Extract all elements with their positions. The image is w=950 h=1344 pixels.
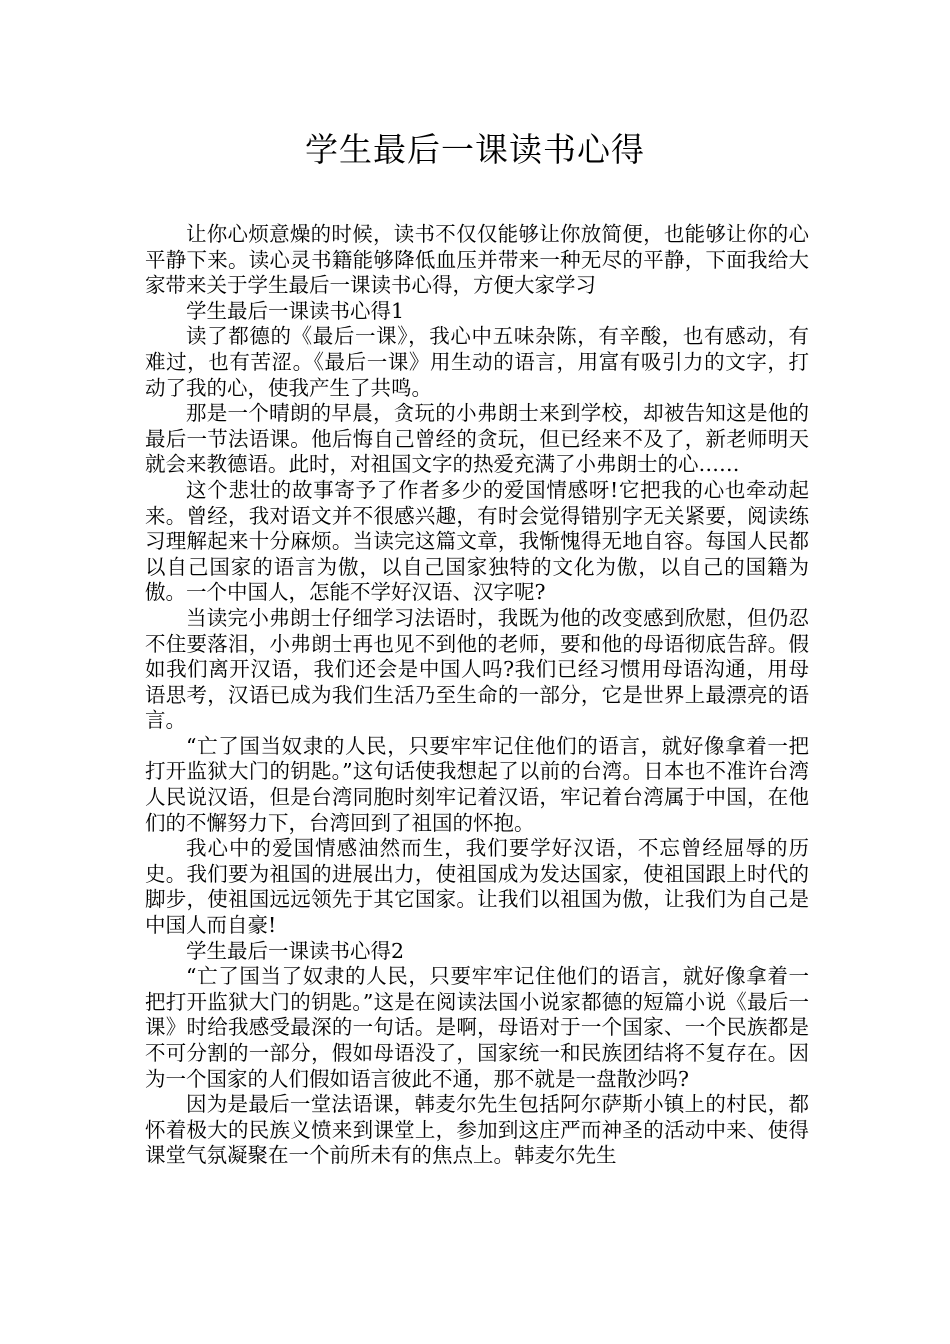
body-paragraph: 那是一个晴朗的早晨，贪玩的小弗朗士来到学校，却被告知这是他的最后一节法语课。他后悔自己曾经的贪玩，但已经来不及了，新老师明天就会来教德语。此时，对祖国文字的热爱充满了小弗朗士的心……: [145, 401, 809, 477]
body-paragraph: 我心中的爱国情感油然而生，我们要学好汉语，不忘曾经屈辱的历史。我们要为祖国的进展出力，使祖国成为发达国家，使祖国跟上时代的脚步，使祖国远远领先于其它国家。让我们以祖国为傲，让我们为自己是中国人而自豪!: [145, 836, 809, 938]
body-paragraph: 当读完小弗朗士仔细学习法语时，我既为他的改变感到欣慰，但仍忍不住要落泪，小弗朗士再也见不到他的老师，要和他的母语彻底告辞。假如我们离开汉语，我们还会是中国人吗?我们已经习惯用母语沟通，用母语思考，汉语已成为我们生活乃至生命的一部分，它是世界上最漂亮的语言。: [145, 605, 809, 733]
body-paragraph: “亡了国当了奴隶的人民，只要牢牢记住他们的语言，就好像拿着一把打开监狱大门的钥匙。”这是在阅读法国小说家都德的短篇小说《最后一课》时给我感受最深的一句话。是啊，母语对于一个国家、一个民族都是不可分割的一部分，假如母语没了，国家统一和民族团结将不复存在。因为一个国家的人们假如语言彼此不通，那不就是一盘散沙吗?: [145, 964, 809, 1091]
intro-paragraph: 让你心烦意燥的时候，读书不仅仅能够让你放简便，也能够让你的心平静下来。读心灵书籍能够降低血压并带来一种无尽的平静，下面我给大家带来关于学生最后一课读书心得，方便大家学习: [145, 222, 809, 298]
body-paragraph: 因为是最后一堂法语课，韩麦尔先生包括阿尔萨斯小镇上的村民，都怀着极大的民族义愤来到课堂上，参加到这庄严而神圣的活动中来、使得课堂气氛凝聚在一个前所未有的焦点上。韩麦尔先生: [145, 1092, 809, 1168]
body-paragraph: “亡了国当奴隶的人民，只要牢牢记住他们的语言，就好像拿着一把打开监狱大门的钥匙。”这句话使我想起了以前的台湾。日本也不准许台湾人民说汉语，但是台湾同胞时刻牢记着汉语，牢记着台湾属于中国，在他们的不懈努力下，台湾回到了祖国的怀抱。: [145, 733, 809, 835]
section-heading-1: 学生最后一课读书心得1: [186, 298, 405, 323]
section-heading-2: 学生最后一课读书心得2: [186, 938, 405, 963]
document-body: [145, 222, 809, 1169]
body-paragraph: 这个悲壮的故事寄予了作者多少的爱国情感呀!它把我的心也牵动起来。曾经，我对语文并不很感兴趣，有时会觉得错别字无关紧要，阅读练习理解起来十分麻烦。当读完这篇文章，我惭愧得无地自容。每国人民都以自己国家的语言为傲，以自己国家独特的文化为傲，以自己的国籍为傲。一个中国人，怎能不学好汉语、汉字呢?: [145, 477, 809, 605]
document-title: 学生最后一课读书心得: [305, 130, 645, 169]
body-paragraph: 读了都德的《最后一课》，我心中五味杂陈，有辛酸，也有感动，有难过，也有苦涩。《最后一课》用生动的语言，用富有吸引力的文字，打动了我的心，使我产生了共鸣。: [145, 324, 809, 400]
